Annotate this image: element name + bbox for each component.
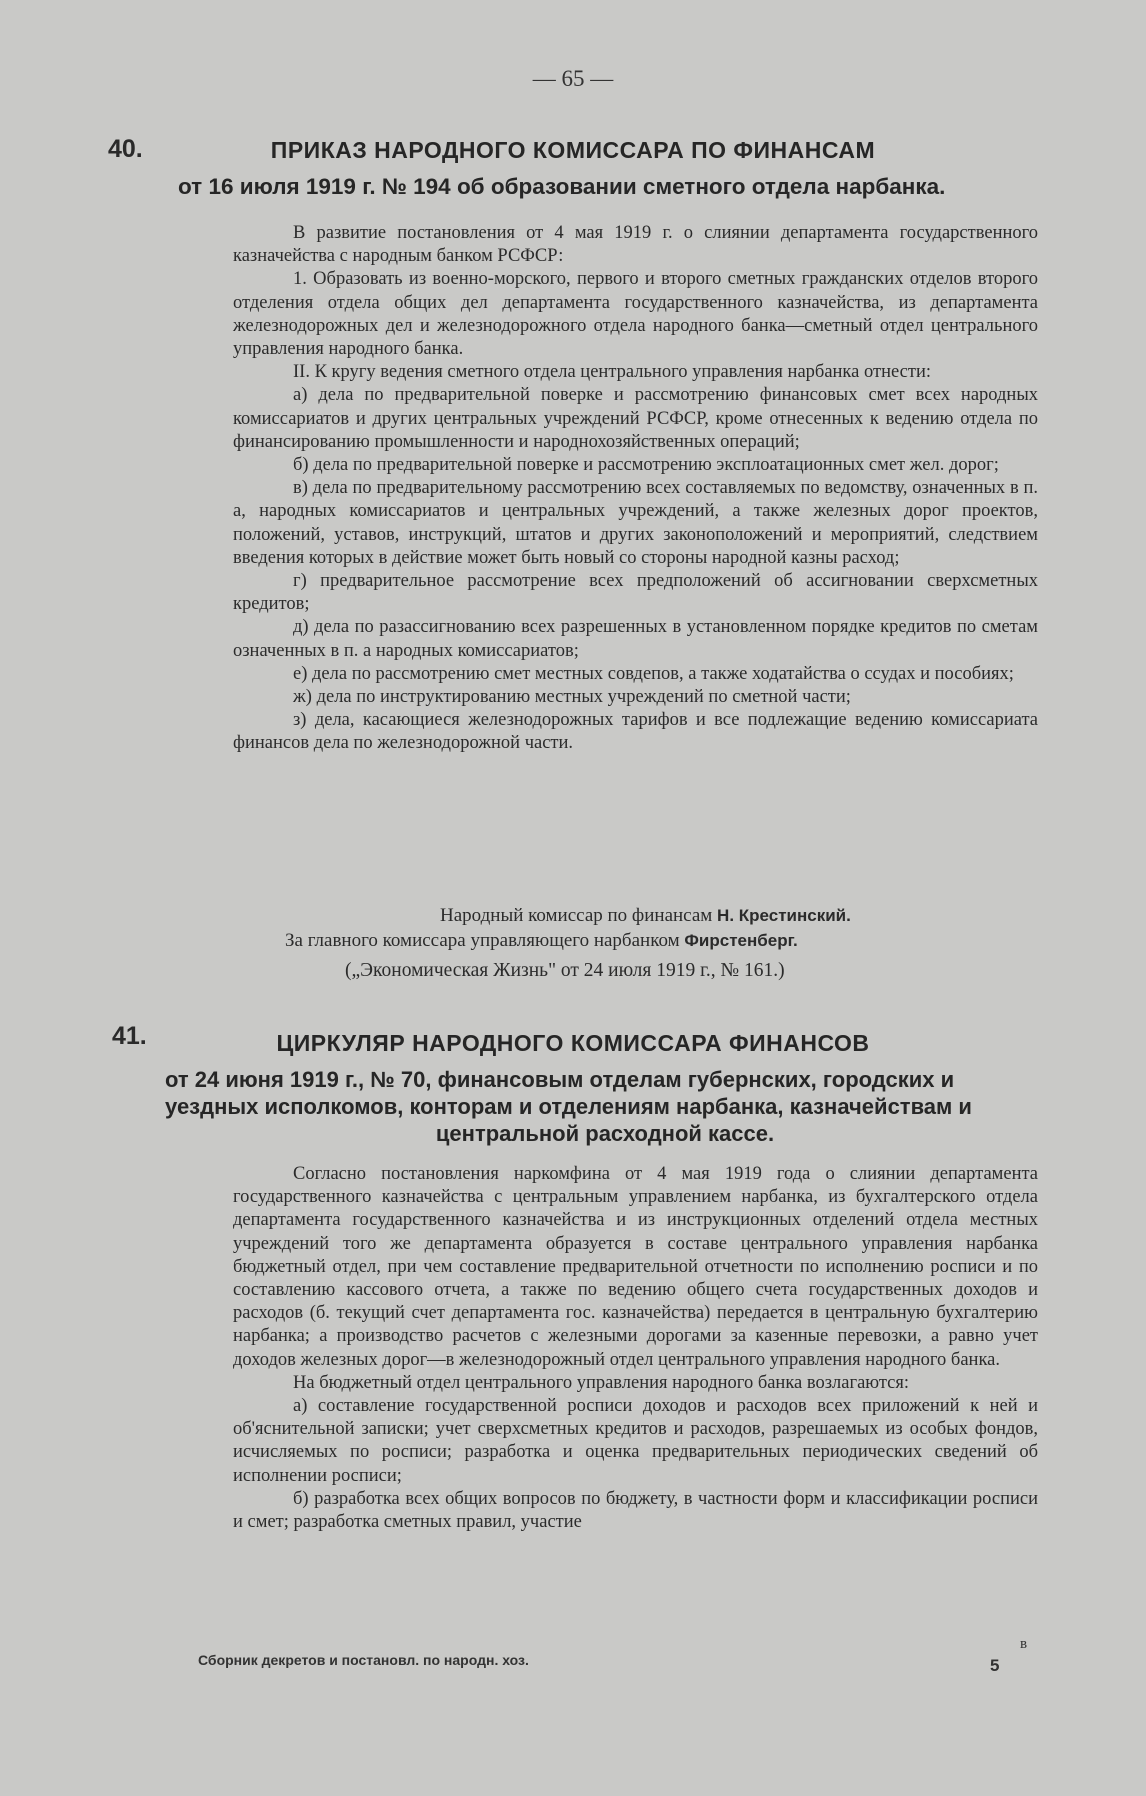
doc40-paragraph: д) дела по разассигнованию всех разрешенных в установленном порядке кредитов по сметам означенных в п. а народных комиссариатов;: [233, 617, 1038, 661]
doc40-paragraph: е) дела по рассмотрению смет местных совдепов, а также ходатайства о ссудах и пособиях;: [293, 663, 1014, 684]
subtitle-line: уездных исполкомов, конторам и отделениям нарбанка, казначействам и: [165, 1094, 972, 1119]
catchword: в: [1020, 1636, 1028, 1652]
doc40-body: [233, 222, 1038, 756]
signature-name: Фирстенберг.: [684, 931, 798, 950]
signature-name: Н. Крестинский.: [717, 906, 851, 925]
signature-title: Народный комиссар по финансам: [440, 905, 713, 926]
doc40-paragraph: В развитие постановления от 4 мая 1919 г. о слиянии департамента государственного казначейства с народным банком РСФСР:: [233, 223, 1038, 267]
doc40-paragraph: г) предварительное рассмотрение всех предположений об ассигновании сверхсметных кредитов;: [233, 571, 1038, 615]
doc41-subtitle: [165, 1066, 1045, 1147]
doc40-paragraph: II. К кругу ведения сметного отдела центрального управления нарбанка отнести:: [293, 362, 931, 383]
doc40-source: („Экономическая Жизнь" от 24 июля 1919 г., № 161.): [345, 960, 785, 981]
doc41-title: ЦИРКУЛЯР НАРОДНОГО КОМИССАРА ФИНАНСОВ: [276, 1030, 870, 1056]
page-number: — 65 —: [532, 66, 614, 91]
footer-collection-title: Сборник декретов и постановл. по народн. хоз.: [198, 1652, 529, 1668]
doc40-paragraph: а) дела по предварительной поверке и рассмотрению финансовых смет всех народных комиссариатов и других центральных учреждений РСФСР, кроме отнесенных к ведению отдела по финансированию промышленности и народнохозяйственных операций;: [233, 385, 1038, 452]
doc40-signature-1: [440, 905, 851, 927]
doc40-paragraph: з) дела, касающиеся железнодорожных тарифов и все подлежащие ведению комиссариата финансов дела по железнодорожной части.: [233, 710, 1038, 754]
doc41-number: 41.: [112, 1022, 147, 1050]
doc41-paragraph: б) разработка всех общих вопросов по бюджету, в частности форм и классификации росписи и смет; разработка сметных правил, участие: [233, 1488, 1038, 1533]
doc40-number: 40.: [108, 135, 143, 163]
doc41-paragraph: На бюджетный отдел центрального управления народного банка возлагаются:: [293, 1372, 910, 1393]
doc40-signature-2: [285, 930, 798, 952]
doc41-paragraph: а) составление государственной росписи доходов и расходов всех приложений к ней и об'яснительной записки; учет сверхсметных кредитов и расходов, разрешаемых из особых фондов, исчисляемых по росписи; разработка и оценка предварительных периодических сведений об исполнении росписи;: [233, 1396, 1038, 1486]
doc40-paragraph: ж) дела по инструктированию местных учреждений по сметной части;: [293, 687, 851, 708]
doc40-paragraph: 1. Образовать из военно-морского, первого и второго сметных гражданских отделов второго отделения отдела общих дел департамента государственного казначейства, из департамента железнодорожных дел и железнодорожного отдела народного банка—сметный отдел центрального управления народного банка.: [233, 269, 1038, 360]
doc40-subtitle: от 16 июля 1919 г. № 194 об образовании сметного отдела нарбанка.: [178, 174, 946, 199]
subtitle-line: центральной расходной кассе.: [435, 1121, 775, 1146]
doc40-paragraph: б) дела по предварительной поверке и рассмотрению эксплоатационных смет жел. дорог;: [293, 455, 999, 476]
signature-title: За главного комиссара управляющего нарбанком: [285, 930, 680, 951]
footer-signature-mark: 5: [990, 1656, 1000, 1675]
subtitle-line: от 24 июня 1919 г., № 70, финансовым отделам губернских, городских и: [165, 1067, 955, 1092]
doc40-paragraph: в) дела по предварительному рассмотрению всех составляемых по ведомству, означенных в п. а, народных комиссариатов и центральных учреждений, а также железных дорог проектов, положений, уставов, инструкций, штатов и других законоположений и мероприятий, следствием введения которых в действие может быть новый со стороны народной казны расход;: [233, 478, 1038, 568]
doc41-body: [233, 1163, 1038, 1534]
doc41-paragraph: Согласно постановления наркомфина от 4 мая 1919 года о слиянии департамента государственного казначейства с центральным управлением нарбанка, из бухгалтерского отдела департамента государственного казначейства и из инструкционных отделений отдела местных учреждений того же департамента образуется в составе центрального управления нарбанка бюджетный отдел, при чем составление предварительной отчетности по исполнению росписи и по составлению кассового отчета, а также по ведению общего счета государственных доходов и расходов (б. текущий счет департамента гос. казначейства) передается в центральную бухгалтерию нарбанка; а производство расчетов с железными дорогами за казенные перевозки, а равно учет доходов железных дорог—в железнодорожный отдел центрального управления народного банка.: [233, 1164, 1038, 1370]
doc40-title: ПРИКАЗ НАРОДНОГО КОМИССАРА ПО ФИНАНСАМ: [270, 137, 876, 163]
